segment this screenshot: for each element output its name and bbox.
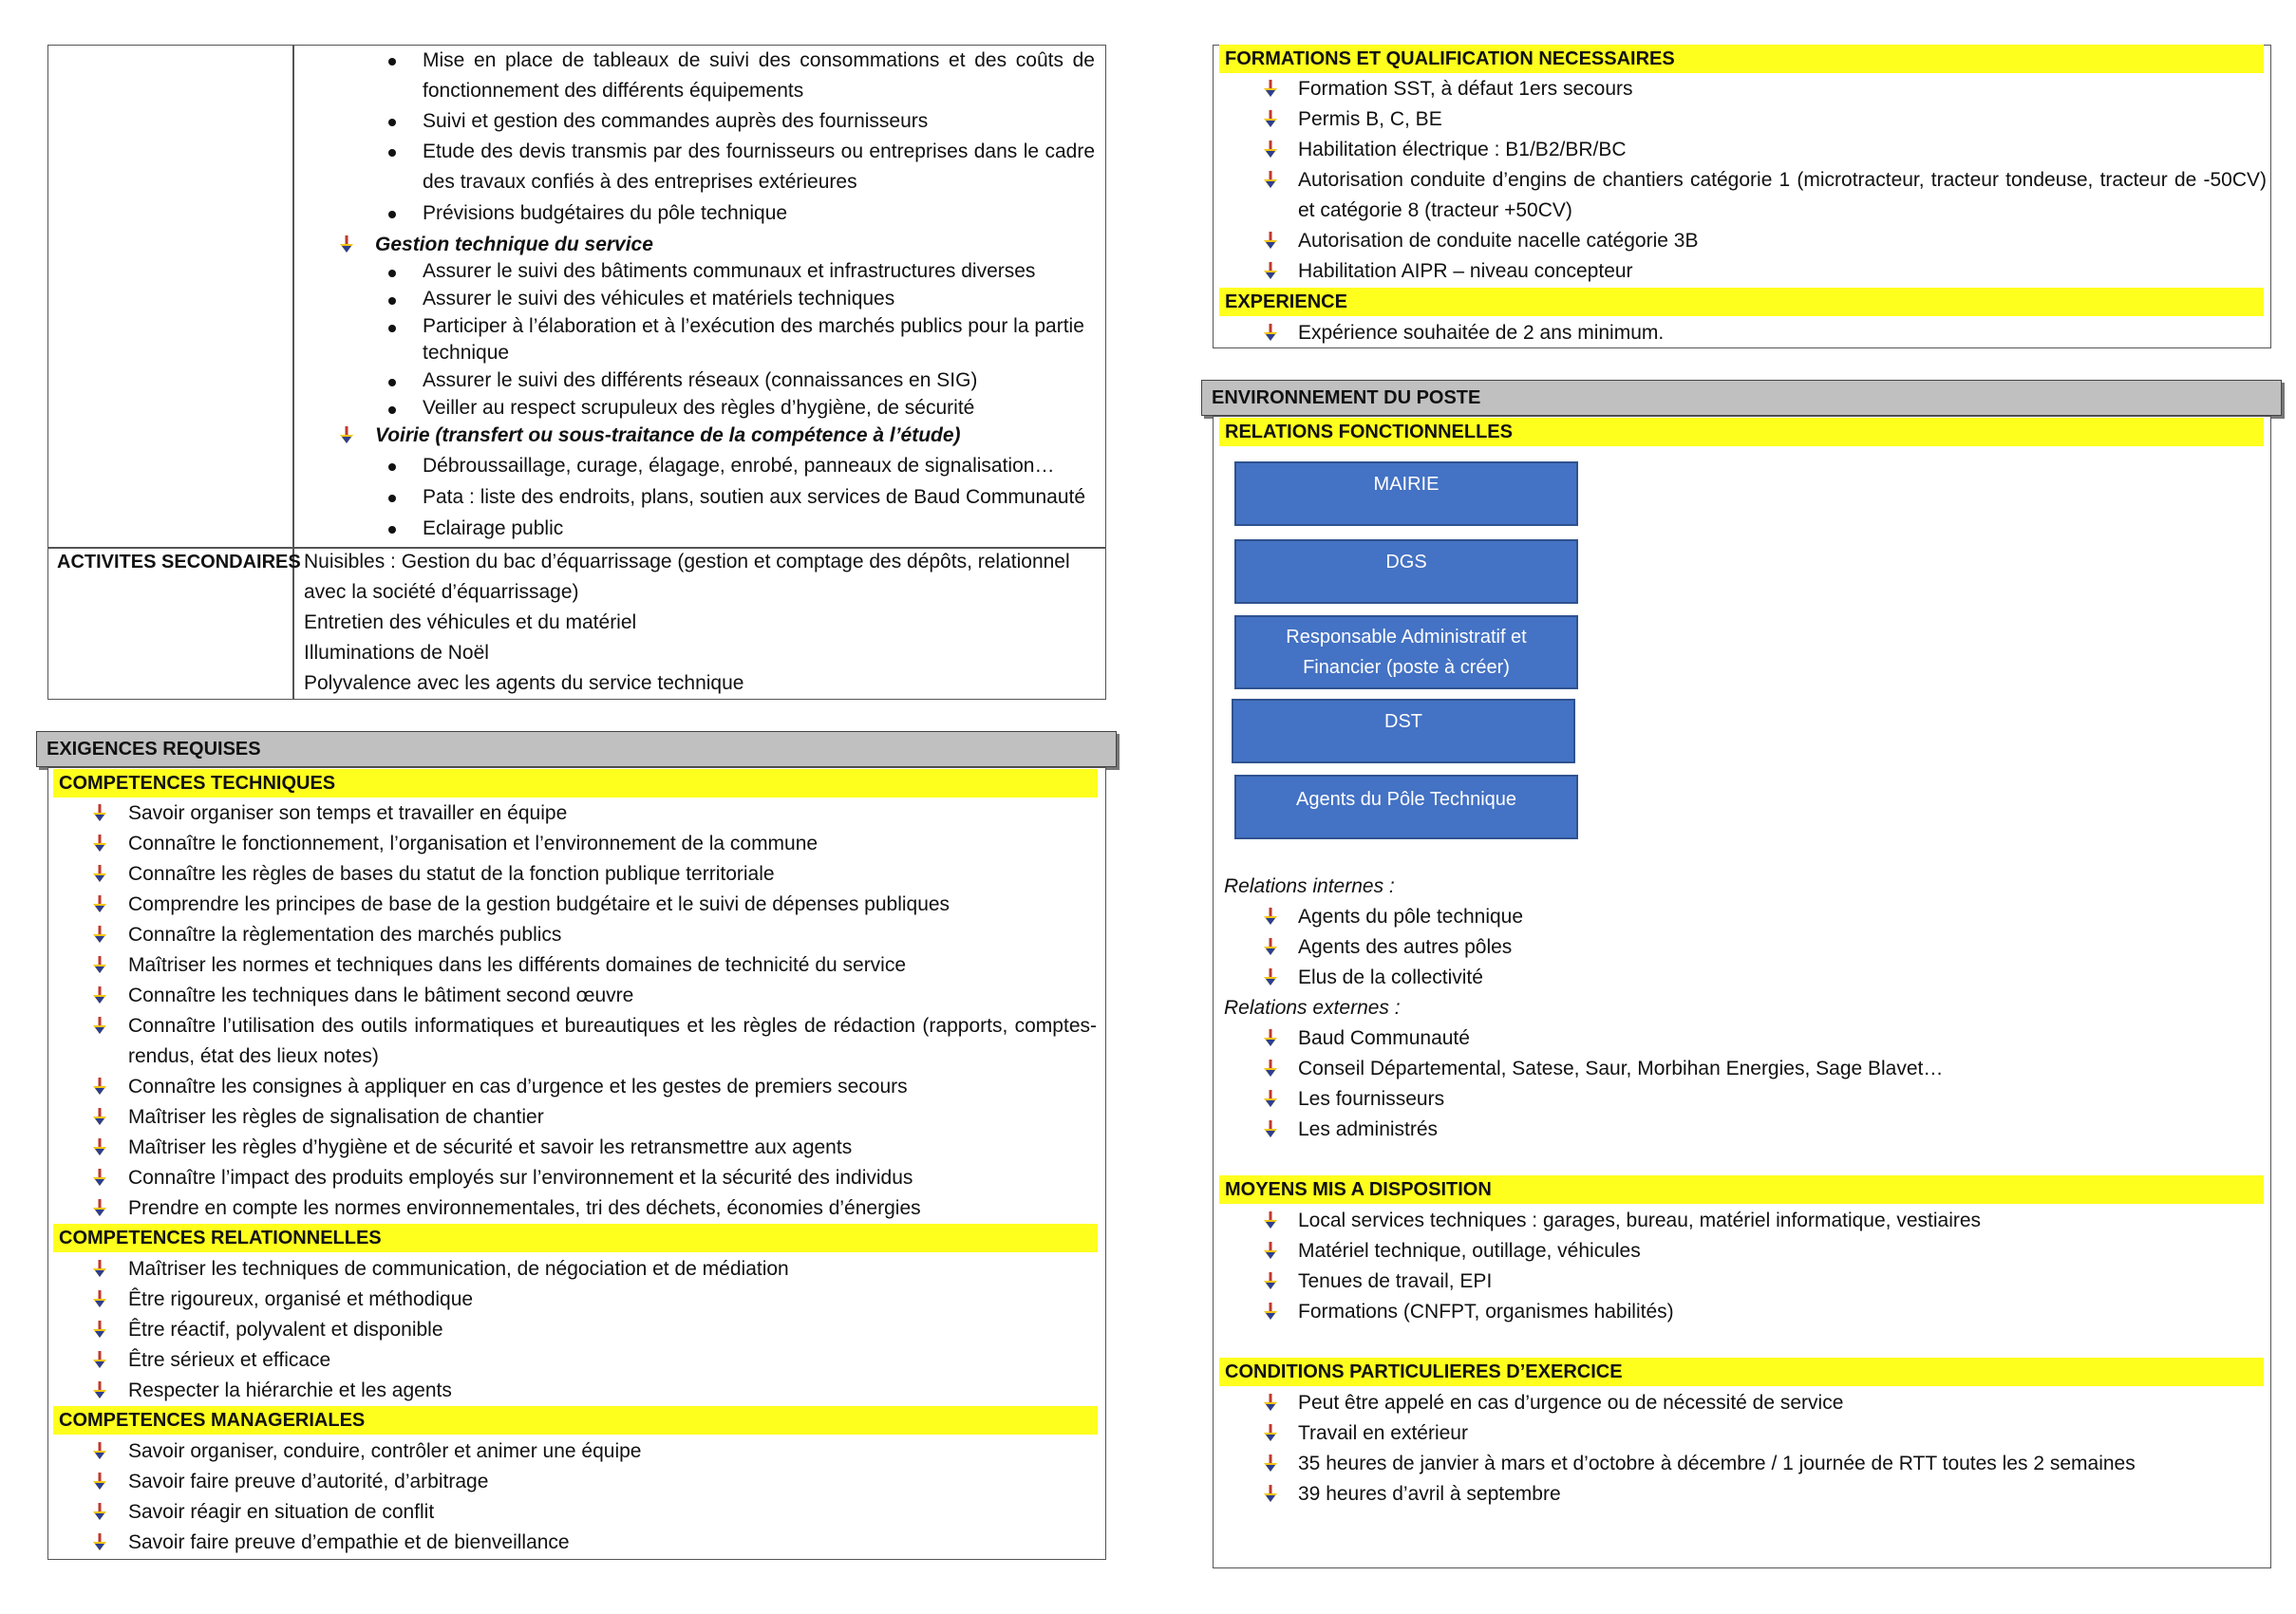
bullet-dot [388, 58, 396, 66]
condition-item: Peut être appelé en cas d’urgence ou de nécessité de service [1298, 1392, 1844, 1414]
gestion-item: Assurer le suivi des différents réseaux (connaissances en SIG) [423, 369, 978, 391]
formation-item: Habilitation électrique : B1/B2/BR/BC [1298, 139, 1627, 160]
condition-item: Travail en extérieur [1298, 1422, 1468, 1444]
rel-competence-item: Respecter la hiérarchie et les agents [128, 1379, 452, 1401]
gestion-item: Participer à l’élaboration et à l’exécution des marchés publics pour la partie technique [423, 315, 1084, 364]
arrow-bullet-icon [1262, 936, 1279, 957]
tech-competence-item: Connaître les règles de bases du statut de la fonction publique territoriale [128, 863, 775, 885]
arrow-bullet-icon [91, 893, 108, 914]
moyen-item: Matériel technique, outillage, véhicules [1298, 1240, 1641, 1262]
main-item: Etude des devis transmis par des fournisseurs ou entreprises dans le cadre des travaux confiés à des entreprises extérieures [423, 141, 1095, 193]
arrow-bullet-icon [1262, 260, 1279, 281]
org-box-raf: Responsable Administratif et Financier (poste à créer) [1234, 615, 1578, 689]
moyens-title: MOYENS MIS A DISPOSITION [1219, 1175, 2264, 1204]
main-item: Suivi et gestion des commandes auprès des fournisseurs [423, 110, 929, 132]
arrow-bullet-icon [338, 234, 355, 254]
arrow-bullet-icon [1262, 1301, 1279, 1322]
experience-title: EXPERIENCE [1219, 288, 2264, 316]
arrow-bullet-icon [1262, 1483, 1279, 1504]
gestion-item: Assurer le suivi des bâtiments communaux et infrastructures diverses [423, 260, 1036, 282]
moyen-item: Local services techniques : garages, bureau, matériel informatique, vestiaires [1298, 1210, 1982, 1231]
secondary-line: Nuisibles : Gestion du bac d’équarrissage (gestion et comptage des dépôts, relationnel avec la société d’équarrissage) [304, 551, 1070, 603]
rel-competence-item: Être réactif, polyvalent et disponible [128, 1319, 443, 1341]
org-box-mairie: MAIRIE [1234, 461, 1578, 526]
rel-competences-title: COMPETENCES RELATIONNELLES [53, 1224, 1098, 1252]
arrow-bullet-icon [91, 985, 108, 1005]
arrow-bullet-icon [1262, 1210, 1279, 1230]
table-col-divider [292, 45, 294, 700]
secondary-line: Illuminations de Noël [304, 642, 489, 664]
gestion-title: Gestion technique du service [375, 234, 653, 255]
rel-competence-item: Être rigoureux, organisé et méthodique [128, 1288, 474, 1310]
arrow-bullet-icon [1262, 1392, 1279, 1413]
arrow-bullet-icon [91, 1197, 108, 1218]
man-competence-item: Savoir réagir en situation de conflit [128, 1501, 435, 1523]
arrow-bullet-icon [91, 833, 108, 854]
arrow-bullet-icon [91, 1531, 108, 1552]
arrow-bullet-icon [1262, 1027, 1279, 1048]
relation-interne-item: Agents des autres pôles [1298, 936, 1513, 958]
tech-competence-item: Connaître les techniques dans le bâtiment second œuvre [128, 985, 634, 1006]
org-box-agents: Agents du Pôle Technique [1234, 775, 1578, 839]
arrow-bullet-icon [91, 1015, 108, 1036]
environnement-header: ENVIRONNEMENT DU POSTE [1201, 380, 2282, 416]
bullet-dot [388, 325, 396, 332]
arrow-bullet-icon [1262, 967, 1279, 987]
conditions-title: CONDITIONS PARTICULIERES D’EXERCICE [1219, 1358, 2264, 1386]
voirie-item: Pata : liste des endroits, plans, soutien aux services de Baud Communauté [423, 486, 1086, 508]
arrow-bullet-icon [91, 1501, 108, 1522]
arrow-bullet-icon [1262, 906, 1279, 927]
arrow-bullet-icon [91, 1349, 108, 1370]
bullet-dot [388, 149, 396, 157]
main-item: Mise en place de tableaux de suivi des consommations et des coûts de fonctionnement des différents équipements [423, 49, 1095, 102]
arrow-bullet-icon [91, 1167, 108, 1188]
voirie-title: Voirie (transfert ou sous-traitance de la compétence à l’étude) [375, 424, 961, 446]
exigences-header: EXIGENCES REQUISES [36, 731, 1117, 767]
arrow-bullet-icon [91, 924, 108, 945]
bullet-dot [388, 406, 396, 414]
tech-competence-item: Maîtriser les règles de signalisation de chantier [128, 1106, 544, 1128]
relations-fonctionnelles-title: RELATIONS FONCTIONNELLES [1219, 418, 2264, 446]
relation-interne-item: Elus de la collectivité [1298, 967, 1483, 988]
tech-competence-item: Connaître l’utilisation des outils informatiques et bureautiques et les règles de rédaction (rapports, comptes-rendus, état des lieux notes) [128, 1015, 1097, 1067]
arrow-bullet-icon [91, 1076, 108, 1097]
formation-item: Autorisation conduite d’engins de chantiers catégorie 1 (microtracteur, tracteur tondeuse, tracteur de -50CV) et catégorie 8 (tracteur +50CV) [1298, 169, 2267, 221]
moyen-item: Formations (CNFPT, organismes habilités) [1298, 1301, 1674, 1323]
tech-competence-item: Connaître l’impact des produits employés sur l’environnement et la sécurité des individus [128, 1167, 913, 1189]
arrow-bullet-icon [91, 954, 108, 975]
tech-competence-item: Savoir organiser son temps et travailler en équipe [128, 802, 568, 824]
man-competence-item: Savoir faire preuve d’empathie et de bienveillance [128, 1531, 570, 1553]
arrow-bullet-icon [1262, 230, 1279, 251]
formation-item: Permis B, C, BE [1298, 108, 1442, 130]
arrow-bullet-icon [1262, 139, 1279, 160]
arrow-bullet-icon [91, 1319, 108, 1340]
arrow-bullet-icon [1262, 1088, 1279, 1109]
gestion-item: Veiller au respect scrupuleux des règles d’hygiène, de sécurité [423, 397, 975, 419]
moyen-item: Tenues de travail, EPI [1298, 1270, 1493, 1292]
voirie-item: Débroussaillage, curage, élagage, enrobé, panneaux de signalisation… [423, 455, 1055, 477]
voirie-item: Eclairage public [423, 517, 564, 539]
condition-item: 35 heures de janvier à mars et d’octobre à décembre / 1 journée de RTT toutes les 2 semaines [1298, 1453, 2136, 1474]
main-item: Prévisions budgétaires du pôle technique [423, 202, 788, 224]
tech-competences-title: COMPETENCES TECHNIQUES [53, 769, 1098, 798]
bullet-dot [388, 463, 396, 471]
condition-item: 39 heures d’avril à septembre [1298, 1483, 1561, 1505]
arrow-bullet-icon [1262, 322, 1279, 343]
arrow-bullet-icon [91, 1440, 108, 1461]
arrow-bullet-icon [91, 863, 108, 884]
bullet-dot [388, 526, 396, 534]
arrow-bullet-icon [1262, 1453, 1279, 1473]
bullet-dot [388, 270, 396, 277]
gestion-item: Assurer le suivi des véhicules et matériels techniques [423, 288, 895, 310]
tech-competence-item: Connaître le fonctionnement, l’organisation et l’environnement de la commune [128, 833, 819, 854]
arrow-bullet-icon [1262, 1058, 1279, 1079]
arrow-bullet-icon [1262, 78, 1279, 99]
bullet-dot [388, 379, 396, 386]
tech-competence-item: Connaître les consignes à appliquer en cas d’urgence et les gestes de premiers secours [128, 1076, 908, 1098]
tech-competence-item: Maîtriser les normes et techniques dans les différents domaines de technicité du service [128, 954, 907, 976]
relation-interne-item: Agents du pôle technique [1298, 906, 1524, 928]
secondary-line: Entretien des véhicules et du matériel [304, 611, 637, 633]
rel-competence-item: Maîtriser les techniques de communication, de négociation et de médiation [128, 1258, 789, 1280]
arrow-bullet-icon [91, 1258, 108, 1279]
man-competence-item: Savoir organiser, conduire, contrôler et animer une équipe [128, 1440, 642, 1462]
arrow-bullet-icon [338, 424, 355, 445]
relation-externe-item: Baud Communauté [1298, 1027, 1470, 1049]
bullet-dot [388, 297, 396, 305]
arrow-bullet-icon [91, 1136, 108, 1157]
bullet-dot [388, 119, 396, 126]
tech-competence-item: Prendre en compte les normes environnementales, tri des déchets, économies d’énergies [128, 1197, 921, 1219]
formation-item: Habilitation AIPR – niveau concepteur [1298, 260, 1633, 282]
man-competences-title: COMPETENCES MANAGERIALES [53, 1406, 1098, 1435]
arrow-bullet-icon [91, 1471, 108, 1492]
formation-item: Formation SST, à défaut 1ers secours [1298, 78, 1633, 100]
org-box-dgs: DGS [1234, 539, 1578, 604]
arrow-bullet-icon [91, 802, 108, 823]
secondary-label: ACTIVITES SECONDAIRES [57, 552, 301, 572]
arrow-bullet-icon [91, 1288, 108, 1309]
arrow-bullet-icon [91, 1379, 108, 1400]
tech-competence-item: Comprendre les principes de base de la gestion budgétaire et le suivi de dépenses publiques [128, 893, 950, 915]
man-competence-item: Savoir faire preuve d’autorité, d’arbitrage [128, 1471, 489, 1492]
arrow-bullet-icon [1262, 1422, 1279, 1443]
experience-item: Expérience souhaitée de 2 ans minimum. [1298, 322, 1665, 344]
arrow-bullet-icon [91, 1106, 108, 1127]
relations-internes-label: Relations internes : [1224, 875, 1395, 897]
relation-externe-item: Les fournisseurs [1298, 1088, 1445, 1110]
relation-externe-item: Conseil Départemental, Satese, Saur, Morbihan Energies, Sage Blavet… [1298, 1058, 1944, 1079]
rel-competence-item: Être sérieux et efficace [128, 1349, 331, 1371]
tech-competence-item: Maîtriser les règles d’hygiène et de sécurité et savoir les retransmettre aux agents [128, 1136, 853, 1158]
formations-title: FORMATIONS ET QUALIFICATION NECESSAIRES [1219, 45, 2264, 73]
relation-externe-item: Les administrés [1298, 1118, 1439, 1140]
bullet-dot [388, 495, 396, 502]
arrow-bullet-icon [1262, 108, 1279, 129]
arrow-bullet-icon [1262, 1240, 1279, 1261]
org-box-dst: DST [1232, 699, 1575, 763]
arrow-bullet-icon [1262, 169, 1279, 190]
tech-competence-item: Connaître la règlementation des marchés publics [128, 924, 562, 946]
formation-item: Autorisation de conduite nacelle catégorie 3B [1298, 230, 1699, 252]
arrow-bullet-icon [1262, 1118, 1279, 1139]
secondary-line: Polyvalence avec les agents du service technique [304, 672, 744, 694]
relations-externes-label: Relations externes : [1224, 997, 1401, 1019]
arrow-bullet-icon [1262, 1270, 1279, 1291]
bullet-dot [388, 211, 396, 218]
